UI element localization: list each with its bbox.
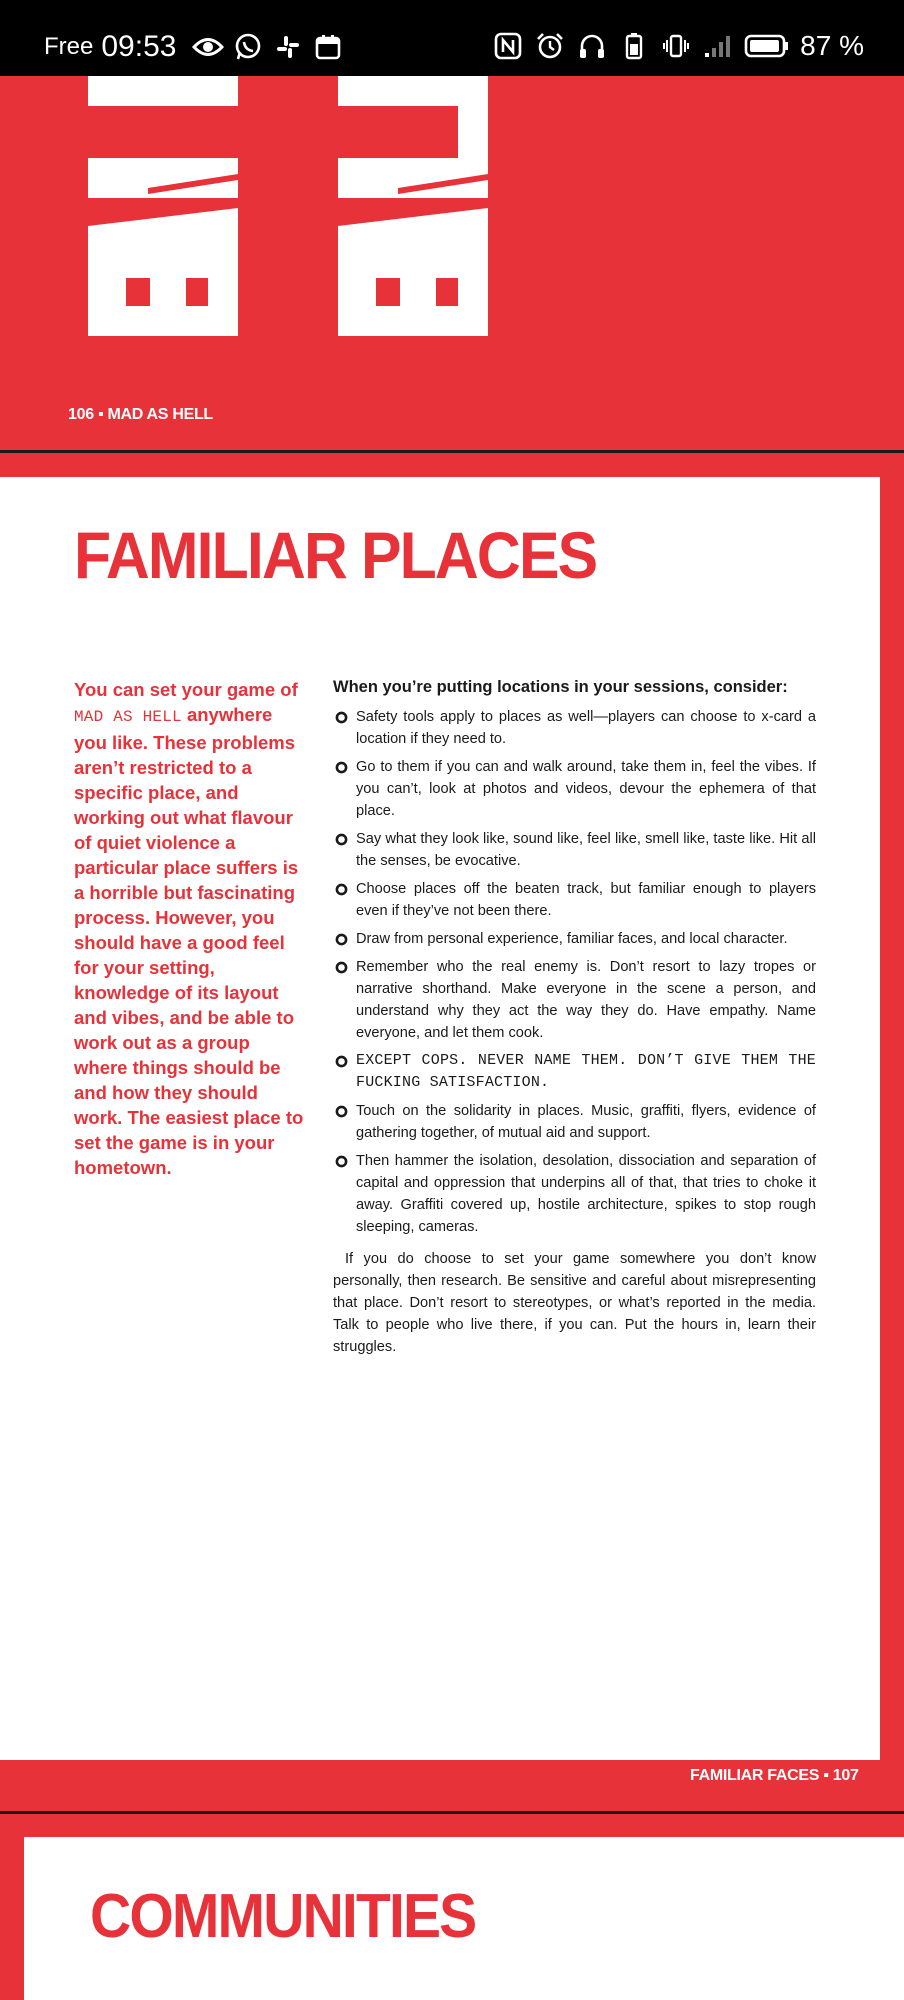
list-item-text: Remember who the real enemy is. Don’t resort to lazy tropes or narrative shorthand. Make everyone in the scene a person, and understand why they act the way they do. Have empathy. Name everyone, and let them cook.: [356, 959, 816, 1041]
page-106-background: [0, 76, 904, 450]
page-divider: [0, 450, 904, 453]
list-item-text: Go to them if you can and walk around, take them in, feel the vibes. If you can’t, look at photos and videos, devour the ephemera of that place.: [356, 759, 816, 819]
eye-icon: [192, 31, 224, 63]
status-bar: [0, 0, 904, 76]
closing-paragraph: If you do choose to set your game somewhere you don’t know personally, then research. Be sensitive and careful about misrepresenting that place. Don’t resort to stereotypes, or what’s reported in the media. Talk to people who live there, if you can. Put the hours in, learn their struggles.: [333, 1251, 816, 1355]
lead-sentence: When you’re putting locations in your sessions, consider:: [333, 678, 788, 696]
carrier-label: Free: [44, 33, 94, 60]
list-item: [333, 928, 816, 950]
list-item-text: EXCEPT COPS. NEVER NAME THEM. DON’T GIVE THEM THE FUCKING SATISFACTION.: [356, 1052, 816, 1091]
consider-list: [333, 706, 816, 1238]
slack-icon: [272, 31, 304, 63]
ring-bullet-icon: [335, 1055, 348, 1068]
sidebar-text-part1: You can set your game of: [74, 679, 298, 700]
list-item: [333, 1050, 816, 1094]
headphones-icon: [576, 30, 608, 62]
page-footer-left: 106 ▪ MAD AS HELL: [68, 406, 213, 423]
whatsapp-icon: [232, 31, 264, 63]
list-item-text: Touch on the solidarity in places. Music, graffiti, flyers, evidence of gathering together, of mutual aid and support.: [356, 1103, 816, 1141]
page-107: [0, 477, 880, 1760]
game-name: MAD AS HELL: [74, 708, 182, 726]
battery-icon: [744, 30, 790, 62]
list-item: [333, 878, 816, 922]
list-item: [333, 1150, 816, 1238]
sidebar-text: [74, 677, 304, 1180]
ring-bullet-icon: [335, 883, 348, 896]
ring-bullet-icon: [335, 833, 348, 846]
ring-bullet-icon: [335, 961, 348, 974]
page-footer-right: FAMILIAR FACES ▪ 107: [668, 1763, 904, 1789]
ring-bullet-icon: [335, 933, 348, 946]
list-item: [333, 706, 816, 750]
battery-saver-icon: [618, 30, 650, 62]
list-item: [333, 828, 816, 872]
decorative-title-letters: [88, 76, 588, 346]
clock: 09:53: [101, 30, 177, 63]
status-bar-left: [44, 30, 344, 64]
list-item-text: Say what they look like, sound like, feel like, smell like, taste like. Hit all the senses, be evocative.: [356, 831, 816, 869]
ring-bullet-icon: [335, 1105, 348, 1118]
ring-bullet-icon: [335, 711, 348, 724]
list-item-text: Safety tools apply to places as well—players can choose to x-card a location if they need to.: [356, 709, 816, 747]
ring-bullet-icon: [335, 761, 348, 774]
battery-percent: 87 %: [800, 30, 864, 61]
page-title: FAMILIAR PLACES: [74, 518, 597, 592]
list-item: [333, 756, 816, 822]
status-bar-right: [492, 30, 864, 62]
main-column: [333, 676, 816, 1358]
list-item: [333, 1100, 816, 1144]
page-next: [24, 1837, 904, 2000]
vibrate-icon: [660, 30, 692, 62]
calendar-icon: [312, 31, 344, 63]
alarm-icon: [534, 30, 566, 62]
next-page-title: COMMUNITIES: [90, 1882, 476, 1951]
nfc-icon: [492, 30, 524, 62]
list-item-text: Choose places off the beaten track, but familiar enough to players even if they’ve not been there.: [356, 881, 816, 919]
sidebar-text-part2: anywhere you like. These problems aren’t restricted to a specific place, and working out what flavour of quiet violence a particular place suffers is a horrible but fascinating process. However, you should have a good feel for your setting, knowledge of its layout and vibes, and be able to work out as a group where things should be and how they should work. The easiest place to set the game is in your hometown.: [74, 704, 304, 1178]
ring-bullet-icon: [335, 1155, 348, 1168]
list-item-text: Then hammer the isolation, desolation, dissociation and separation of capital and oppression that underpins all of that, that tries to choke it away. Graffiti covered up, hostile architecture, spikes to stop rough sleeping, cameras.: [356, 1153, 816, 1235]
signal-icon: [702, 30, 734, 62]
list-item-text: Draw from personal experience, familiar faces, and local character.: [356, 931, 788, 947]
page-divider: [0, 1811, 904, 1814]
list-item: [333, 956, 816, 1044]
